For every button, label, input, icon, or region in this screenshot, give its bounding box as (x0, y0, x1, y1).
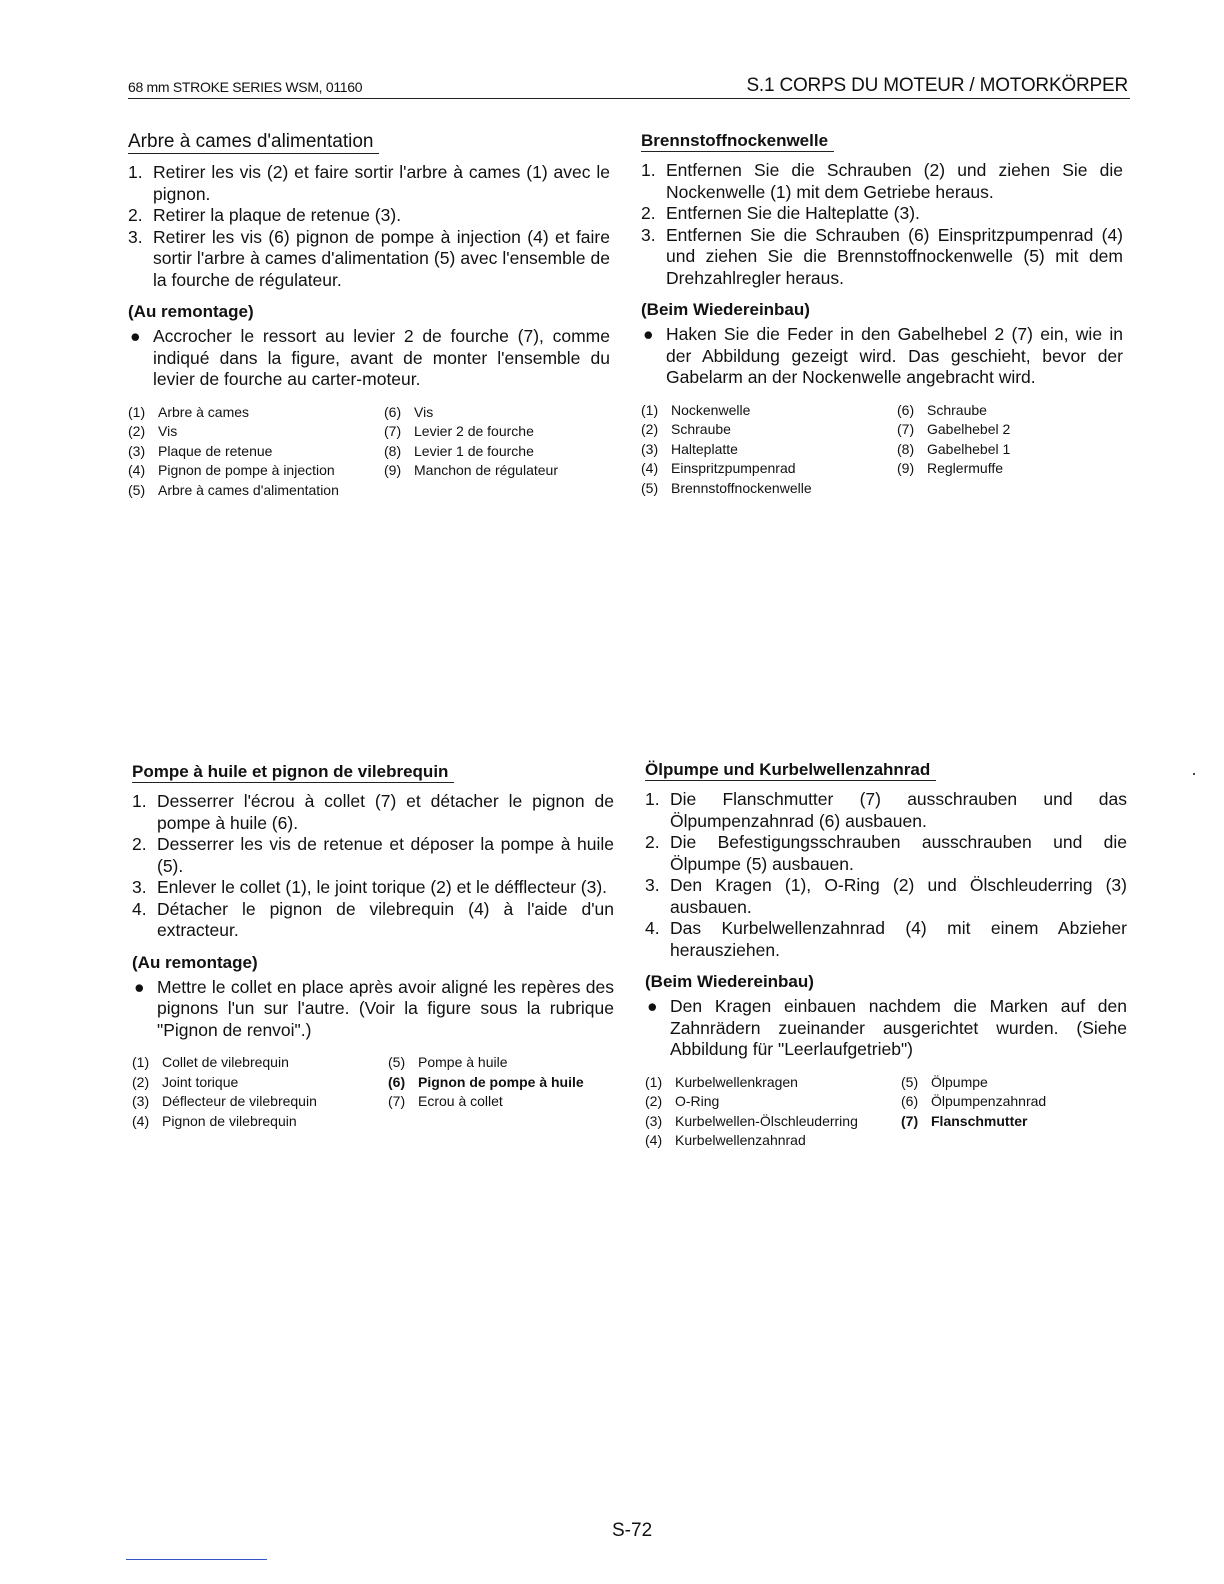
legend-text: Joint torique (162, 1073, 239, 1090)
legend-text: Collet de vilebrequin (162, 1054, 289, 1070)
legend-text: Nockenwelle (671, 401, 751, 418)
legend-number: (1) (132, 1054, 150, 1070)
step-item (645, 918, 1127, 961)
legend-item (384, 461, 610, 481)
legend-text: Schraube (671, 421, 731, 437)
page-number: S-72 (612, 1520, 653, 1541)
step-text: Die Befestigungsschrauben ausschrauben und die Ölpumpe (5) ausbauen. (670, 832, 1127, 874)
reassembly-heading: (Beim Wiedereinbau) (641, 300, 810, 319)
legend-item (128, 481, 384, 501)
bullet-dot-icon: ● (647, 996, 658, 1016)
legend-number: (3) (641, 440, 659, 457)
legend-text: Kurbelwellenkragen (675, 1073, 798, 1090)
legend-number: (7) (388, 1093, 406, 1109)
legend-item (901, 1073, 1127, 1093)
step-number: 3. (645, 875, 660, 895)
reassembly-heading: (Beim Wiedereinbau) (645, 972, 814, 991)
legend-number: (4) (132, 1112, 150, 1129)
legend-item (388, 1092, 614, 1112)
legend-number: (1) (645, 1073, 663, 1090)
legend-item (641, 440, 897, 460)
parts-legend (132, 1053, 614, 1131)
legend-text: Pignon de pompe à huile (418, 1073, 584, 1090)
legend-number: (6) (384, 403, 402, 420)
steps-list (641, 160, 1123, 289)
legend-item (384, 403, 610, 423)
legend-item (128, 403, 384, 423)
scan-speck (1193, 773, 1195, 775)
step-number: 4. (645, 918, 660, 938)
note-text: Den Kragen einbauen nachdem die Marken auf den Zahnrädern zueinander ausgerichtet wurden. (Siehe Abbildung für "Leerlaufgetrieb") (670, 996, 1127, 1059)
legend-text: Levier 2 de fourche (414, 423, 534, 439)
legend-item (132, 1092, 388, 1112)
legend-item (388, 1073, 614, 1093)
legend-number: (6) (388, 1073, 406, 1090)
legend-item (128, 442, 384, 462)
legend-text: Ölpumpe (931, 1073, 988, 1090)
parts-legend (645, 1073, 1127, 1151)
legend-item (641, 420, 897, 440)
step-item (645, 789, 1127, 832)
legend-text: Flanschmutter (931, 1112, 1028, 1129)
legend-text: Brennstoffnockenwelle (671, 479, 812, 496)
step-item (128, 227, 610, 292)
step-text: Retirer les vis (2) et faire sortir l'arbre à cames (1) avec le pignon. (153, 162, 610, 204)
step-item (132, 791, 614, 834)
legend-number: (2) (645, 1093, 663, 1109)
header-rule (128, 98, 1130, 99)
legend-item (132, 1053, 388, 1073)
note-text: Mettre le collet en place après avoir aligné les repères des pignons l'un sur l'autre. (Voir la figure sous la rubrique "Pignon de renvoi".) (157, 976, 614, 1040)
step-item (132, 899, 614, 942)
step-text: Die Flanschmutter (7) ausschrauben und das Ölpumpenzahnrad (6) ausbauen. (670, 789, 1127, 831)
legend-text: Manchon de régulateur (414, 462, 558, 478)
legend-number: (3) (645, 1112, 663, 1129)
legend-item (641, 401, 897, 421)
parts-legend (641, 401, 1123, 499)
legend-item (897, 401, 1123, 421)
section-fr-camshaft (128, 131, 610, 500)
step-text: Enlever le collet (1), le joint torique (2) et le défflecteur (3). (157, 877, 608, 897)
legend-number: (5) (901, 1073, 919, 1090)
step-number: 3. (132, 877, 147, 897)
step-number: 2. (645, 832, 660, 852)
legend-item (897, 459, 1123, 479)
footer-rule (126, 1559, 267, 1560)
note-text: Accrocher le ressort au levier 2 de fourche (7), comme indiqué dans la figure, avant de monter l'ensemble du levier de fourche au carter-moteur. (153, 326, 610, 389)
step-number: 3. (128, 226, 143, 247)
legend-text: Gabelhebel 1 (927, 440, 1011, 457)
bullet-dot-icon: ● (130, 326, 141, 346)
header-series: 68 mm STROKE SERIES WSM, 01160 (128, 79, 363, 95)
bullet-dot-icon: ● (134, 976, 145, 997)
step-text: Entfernen Sie die Schrauben (2) und ziehen Sie die Nockenwelle (1) mit dem Getriebe heraus. (666, 160, 1123, 202)
legend-text: Arbre à cames d'alimentation (158, 481, 339, 498)
bullet-dot-icon: ● (643, 324, 654, 344)
legend-text: Pignon de pompe à injection (158, 462, 335, 478)
step-number: 1. (641, 160, 656, 180)
section-de-oilpump (645, 760, 1127, 1151)
step-text: Entfernen Sie die Halteplatte (3). (666, 203, 920, 223)
legend-number: (8) (384, 442, 402, 459)
legend-text: Halteplatte (671, 440, 738, 457)
steps-list (645, 789, 1127, 961)
legend-text: Kurbelwellenzahnrad (675, 1132, 806, 1148)
legend-number: (3) (132, 1093, 150, 1109)
header-section: S.1 CORPS DU MOTEUR / MOTORKÖRPER (746, 75, 1128, 96)
step-text: Détacher le pignon de vilebrequin (4) à l'aide d'un extracteur. (157, 898, 614, 940)
legend-text: O-Ring (675, 1093, 720, 1109)
legend-number: (9) (384, 462, 402, 478)
step-item (645, 832, 1127, 875)
reassembly-heading: (Au remontage) (132, 952, 258, 972)
step-number: 4. (132, 898, 147, 919)
legend-item (128, 461, 384, 481)
legend-number: (7) (901, 1112, 919, 1129)
step-item (641, 160, 1123, 203)
legend-text: Ecrou à collet (418, 1093, 503, 1109)
legend-text: Déflecteur de vilebrequin (162, 1093, 317, 1109)
legend-item (388, 1053, 614, 1073)
section-title: Brennstoffnockenwelle (641, 131, 834, 152)
legend-number: (7) (384, 423, 402, 439)
legend-item (901, 1092, 1127, 1112)
legend-number: (3) (128, 442, 146, 459)
legend-number: (2) (641, 421, 659, 437)
legend-item (645, 1112, 901, 1132)
step-number: 1. (645, 789, 660, 809)
legend-item (641, 459, 897, 479)
legend-number: (6) (901, 1093, 919, 1109)
legend-number: (9) (897, 460, 915, 476)
legend-number: (6) (897, 401, 915, 418)
legend-item (897, 440, 1123, 460)
legend-text: Plaque de retenue (158, 442, 273, 459)
step-item (641, 203, 1123, 225)
step-text: Den Kragen (1), O-Ring (2) und Ölschleuderring (3) ausbauen. (670, 875, 1127, 917)
legend-number: (4) (128, 462, 146, 478)
legend-item (645, 1092, 901, 1112)
step-text: Retirer les vis (6) pignon de pompe à injection (4) et faire sortir l'arbre à cames d'alimentation (5) avec l'ensemble de la fourche de régulateur. (153, 226, 610, 290)
legend-item (645, 1131, 901, 1151)
legend-text: Levier 1 de fourche (414, 442, 534, 459)
section-title: Arbre à cames d'alimentation (128, 131, 379, 154)
step-number: 3. (641, 224, 656, 245)
legend-number: (7) (897, 421, 915, 437)
legend-text: Einspritzpumpenrad (671, 460, 796, 476)
legend-number: (2) (128, 423, 146, 439)
legend-item (384, 442, 610, 462)
legend-text: Pompe à huile (418, 1054, 508, 1070)
legend-number: (2) (132, 1073, 150, 1090)
legend-item (128, 422, 384, 442)
step-text: Desserrer l'écrou à collet (7) et détacher le pignon de pompe à huile (6). (157, 791, 614, 833)
step-text: Retirer la plaque de retenue (3). (153, 205, 402, 225)
legend-text: Vis (414, 403, 434, 420)
legend-text: Vis (158, 423, 178, 439)
legend-text: Ölpumpenzahnrad (931, 1093, 1047, 1109)
step-text: Entfernen Sie die Schrauben (6) Einspritzpumpenrad (4) und ziehen Sie die Brennstoffnockenwelle (5) mit dem Drehzahlregler heraus. (666, 224, 1123, 288)
legend-item (897, 420, 1123, 440)
legend-text: Gabelhebel 2 (927, 421, 1011, 437)
legend-text: Arbre à cames (158, 403, 250, 420)
step-text: Das Kurbelwellenzahnrad (4) mit einem Abzieher herausziehen. (670, 918, 1127, 960)
reassembly-note (645, 996, 1127, 1061)
legend-text: Kurbelwellen-Ölschleuderring (675, 1112, 858, 1129)
legend-number: (1) (641, 401, 659, 418)
step-number: 2. (128, 205, 143, 225)
step-number: 1. (132, 791, 147, 811)
steps-list (132, 791, 614, 942)
legend-number: (1) (128, 403, 146, 420)
steps-list (128, 162, 610, 291)
section-de-camshaft (641, 131, 1123, 498)
legend-number: (5) (388, 1054, 406, 1070)
reassembly-note (641, 324, 1123, 389)
step-item (132, 834, 614, 877)
legend-item (641, 479, 897, 499)
step-item (645, 875, 1127, 918)
step-number: 2. (132, 834, 147, 854)
step-number: 2. (641, 203, 656, 223)
legend-item (132, 1073, 388, 1093)
section-fr-oilpump (132, 762, 614, 1131)
step-number: 1. (128, 162, 143, 182)
legend-item (384, 422, 610, 442)
legend-text: Schraube (927, 401, 987, 418)
step-item (128, 205, 610, 227)
legend-number: (4) (641, 460, 659, 476)
step-item (132, 877, 614, 899)
legend-text: Pignon de vilebrequin (162, 1112, 297, 1129)
reassembly-note (128, 326, 610, 391)
step-text: Desserrer les vis de retenue et déposer la pompe à huile (5). (157, 834, 614, 876)
legend-number: (8) (897, 440, 915, 457)
legend-number: (5) (641, 479, 659, 496)
note-text: Haken Sie die Feder in den Gabelhebel 2 (7) ein, wie in der Abbildung gezeigt wird. Das geschieht, bevor der Gabelarm an der Nockenwelle angebracht wird. (666, 324, 1123, 387)
section-title: Pompe à huile et pignon de vilebrequin (132, 762, 454, 783)
legend-item (132, 1112, 388, 1132)
parts-legend (128, 403, 610, 501)
legend-item (901, 1112, 1127, 1132)
step-item (641, 225, 1123, 290)
legend-number: (5) (128, 481, 146, 498)
reassembly-heading: (Au remontage) (128, 302, 254, 321)
legend-item (645, 1073, 901, 1093)
section-title: Ölpumpe und Kurbelwellenzahnrad (645, 760, 936, 781)
step-item (128, 162, 610, 205)
legend-text: Reglermuffe (927, 460, 1004, 476)
reassembly-note (132, 977, 614, 1042)
legend-number: (4) (645, 1132, 663, 1148)
